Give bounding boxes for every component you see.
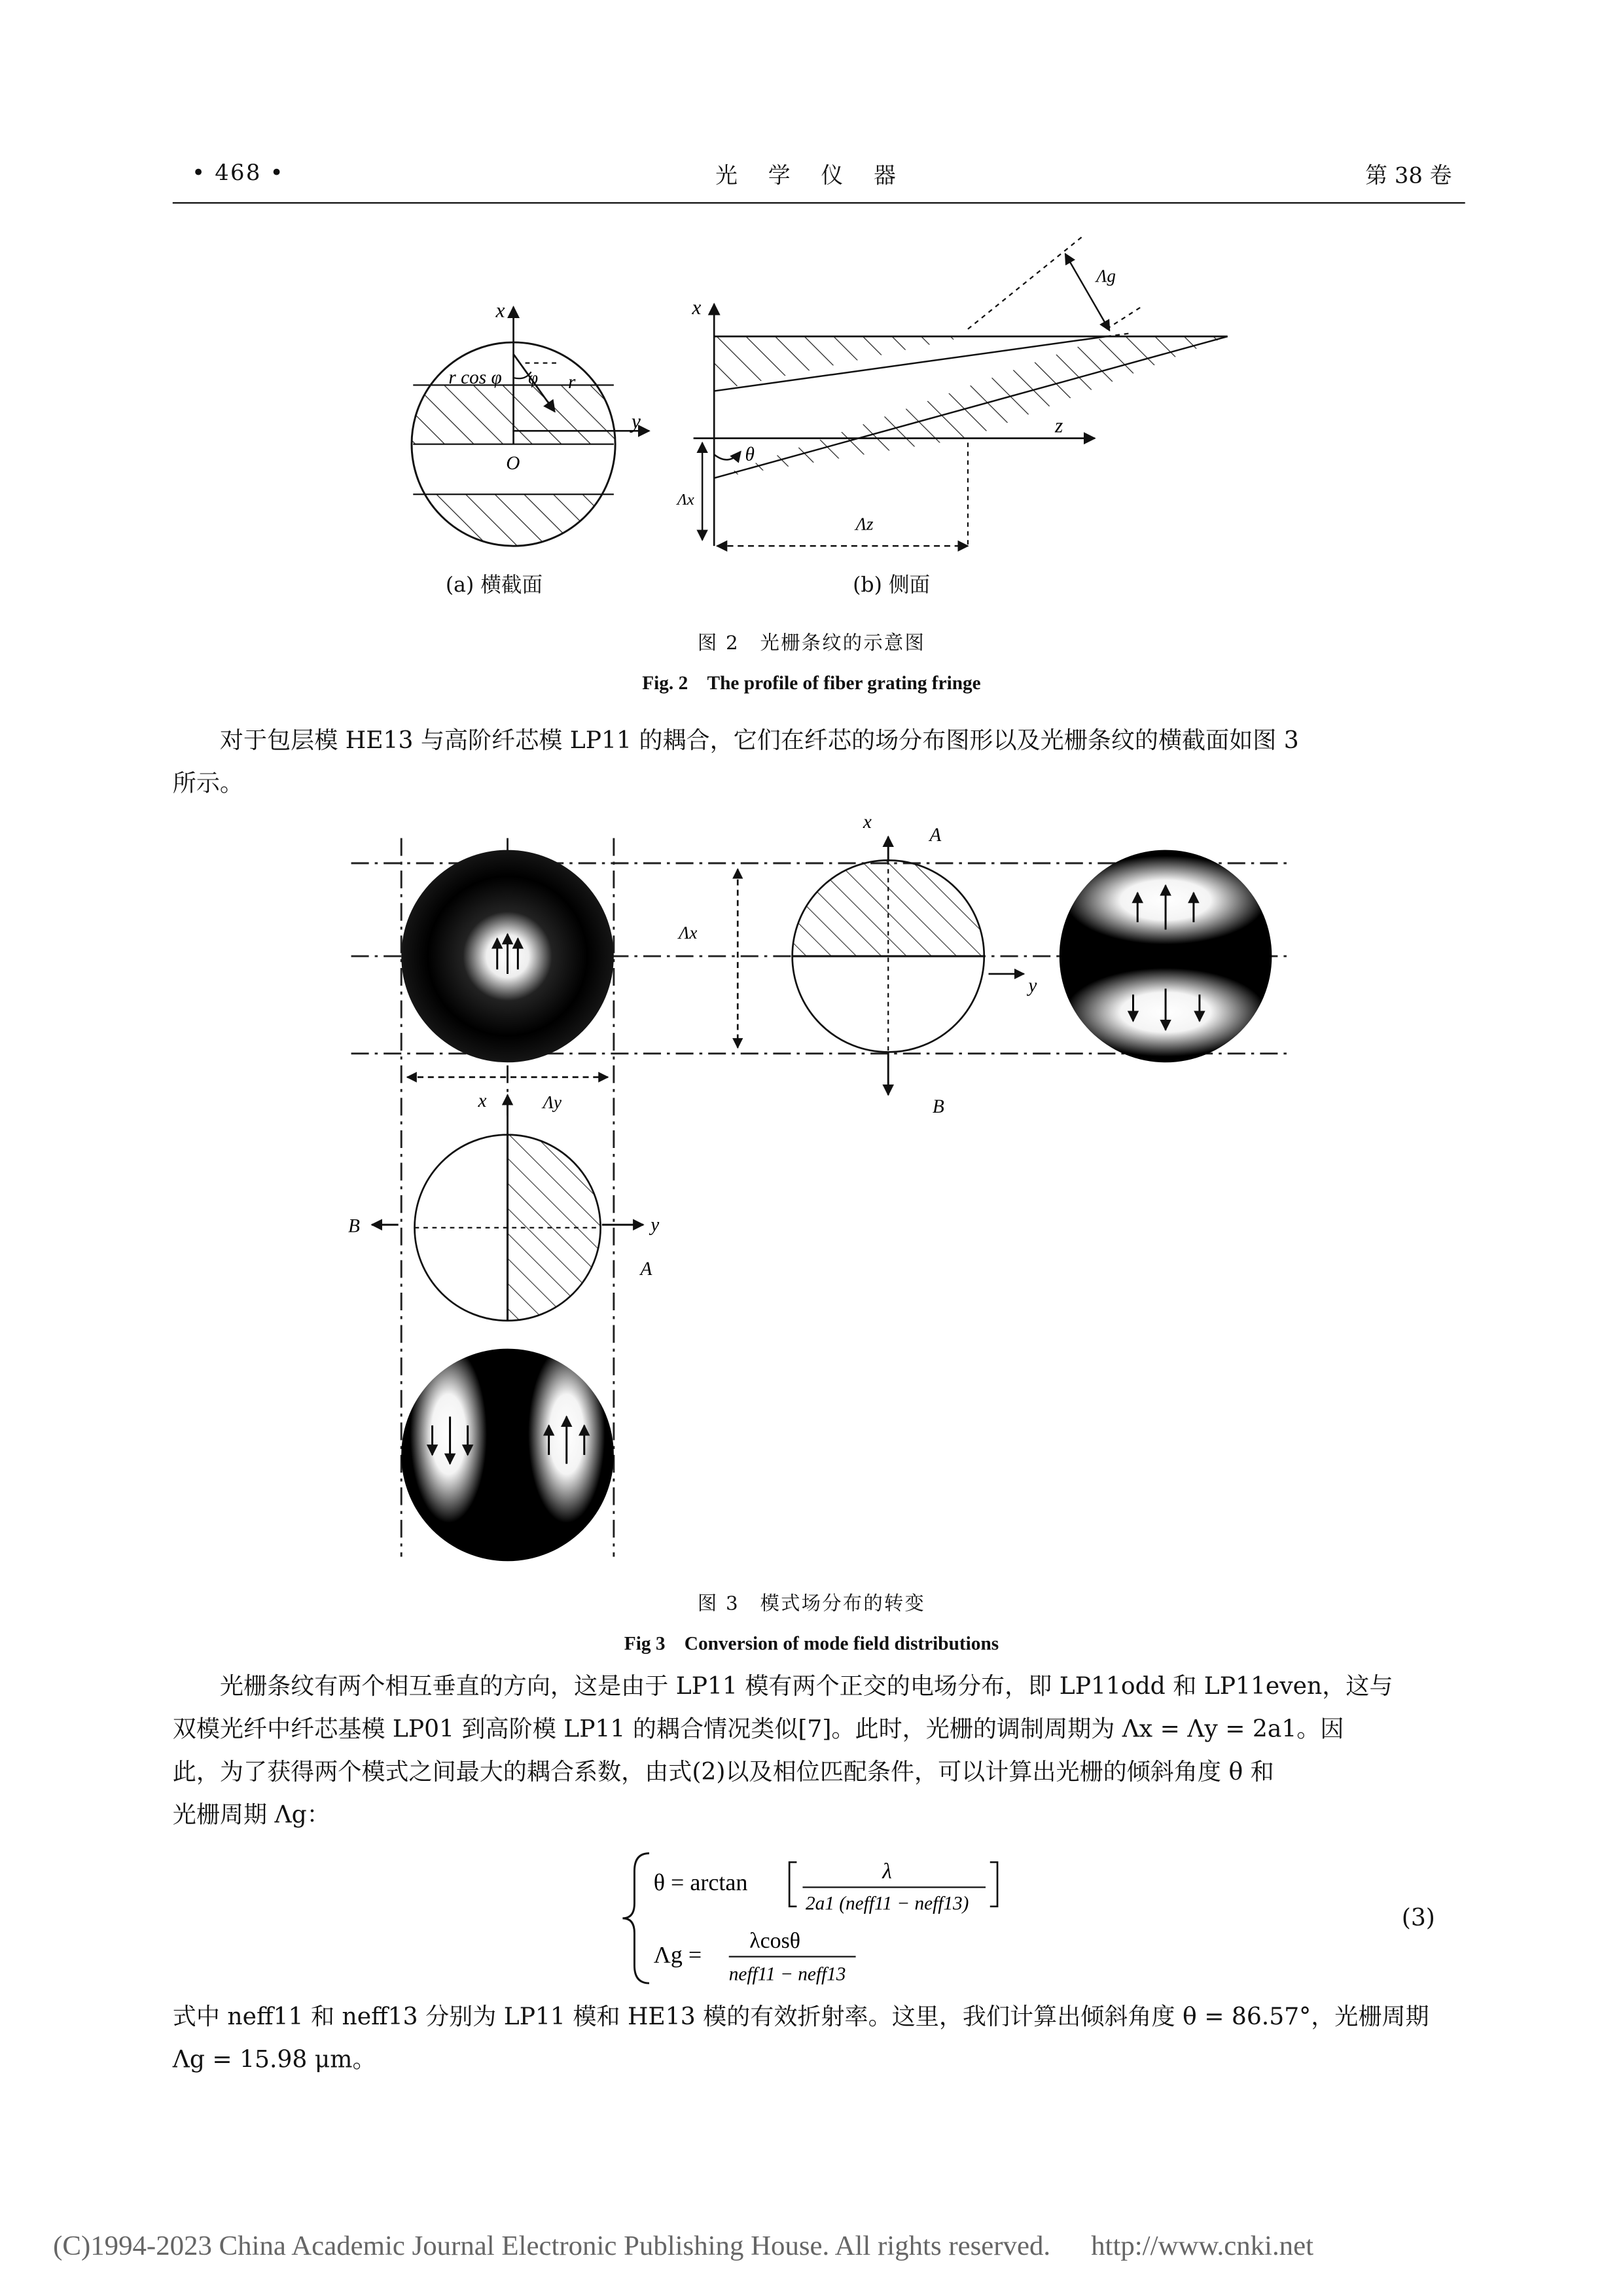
fig2a-phi-label: φ	[528, 368, 539, 388]
fig2a-origin-label: O	[506, 452, 520, 474]
fig2b-fringe-dash-long	[1107, 306, 1143, 329]
page-number: • 468 •	[192, 159, 285, 187]
fig3-lambda-x-label: Λx	[679, 922, 698, 942]
fig3-mode-field-vertical	[1060, 850, 1272, 1063]
fig2a-hatch-band-upper	[399, 385, 635, 444]
header-rule	[173, 202, 1465, 204]
fig3-caption-en: Fig 3 Conversion of mode field distributions	[624, 1632, 999, 1655]
paragraph-1-line: 所示。	[172, 768, 244, 797]
fig2b-x-label: x	[692, 296, 702, 319]
copyright-footer	[53, 2231, 1313, 2264]
fig2b-lambda-g-arrow	[1065, 254, 1110, 331]
journal-title: 光 学 仪 器	[715, 162, 908, 189]
fig2a-rcos-label: r cos φ	[448, 367, 502, 389]
paragraph-1	[173, 719, 1465, 804]
paragraph-2-line: 此，为了获得两个模式之间最大的耦合系数，由式(2)以及相位匹配条件，可以计算出光栅的倾斜角度 θ 和	[172, 1757, 1274, 1785]
fig2b-theta-label: θ	[745, 444, 755, 465]
paragraph-2-line: 光栅条纹有两个相互垂直的方向，这是由于 LP11 模有两个正交的电场分布，即 LP11odd 和 LP11even，这与	[219, 1672, 1393, 1700]
fig3-x-label: x	[863, 811, 872, 833]
fig3-y-label: y	[651, 1214, 660, 1236]
fig3-lambda-y-label: Λy	[543, 1092, 562, 1113]
fig2b-lambda-z-label: Λz	[855, 514, 874, 534]
fig2-caption-cn: 图 2 光栅条纹的示意图	[697, 633, 926, 655]
fig2a-y-label: y	[631, 409, 641, 433]
cnki-url[interactable]: http://www.cnki.net	[1091, 2231, 1313, 2263]
fig3-cross-section-top	[789, 812, 1037, 1117]
fig3-mode-field-horizontal	[401, 1346, 614, 1561]
fig2b-lambda-x-label: Λx	[677, 491, 694, 509]
fig2-caption-en: Fig. 2 The profile of fiber grating fringe	[642, 671, 981, 694]
fig2b-caption: (b) 侧面	[853, 574, 931, 598]
equation-lg-num: λcosθ	[749, 1928, 800, 1953]
fig3-caption-cn: 图 3 模式场分布的转变	[697, 1593, 926, 1616]
volume-label: 第 38 卷	[1365, 162, 1452, 189]
fig2a-x-label: x	[495, 298, 505, 322]
fig2a-caption: (a) 横截面	[445, 574, 543, 598]
figure-3	[0, 812, 1623, 1564]
equation-number: (3)	[1401, 1903, 1435, 1932]
equation-theta-lhs: θ = arctan	[653, 1869, 748, 1896]
paragraph-1-line: 对于包层模 HE13 与高阶纤芯模 LP11 的耦合，它们在纤芯的场分布图形以及光栅条纹的横截面如图 3	[219, 726, 1299, 755]
fig2b-side-view	[676, 236, 1228, 546]
paragraph-3-line: 式中 neff11 和 neff13 分别为 LP11 模和 HE13 模的有效折射率。这里，我们计算出倾斜角度 θ = 86.57°，光栅周期	[172, 2002, 1429, 2031]
copyright-text: (C)1994-2023 China Academic Journal Electronic Publishing House. All rights reserved.	[53, 2231, 1051, 2263]
fig2a-cross-section	[399, 299, 649, 554]
equation-3	[0, 1848, 1623, 1995]
equation-theta-num: λ	[882, 1859, 892, 1884]
paragraph-2-line: 双模光纤中纤芯基模 LP01 到高阶模 LP11 的耦合情况类似[7]。此时，光栅的调制周期为 Λx = Λy = 2a1。因	[172, 1714, 1344, 1743]
fig3-B-label: B	[932, 1096, 944, 1117]
paragraph-3-line: Λg = 15.98 μm。	[172, 2045, 376, 2073]
equation-theta-den: 2a1 (neff11 − neff13)	[805, 1893, 969, 1914]
paragraph-2-line: 光栅周期 Λg：	[172, 1800, 330, 1829]
fig3-B-label: B	[348, 1215, 360, 1237]
fig2a-r-label: r	[567, 371, 576, 393]
equation-lg-lhs: Λg =	[653, 1941, 702, 1968]
fig2b-lambda-g-label: Λg	[1096, 266, 1116, 286]
fig3-mode-field-ring	[401, 850, 614, 1063]
fig3-x-label: x	[478, 1090, 487, 1111]
equation-brace	[622, 1854, 649, 1983]
fig3-y-label: y	[1028, 975, 1037, 997]
paragraph-2	[173, 1664, 1465, 1836]
fig2b-z-label: z	[1054, 414, 1063, 437]
fig3-A-label: A	[929, 825, 942, 846]
fig3-A-label: A	[640, 1258, 652, 1280]
figure-2	[0, 221, 1623, 605]
fig3-lobe	[410, 1346, 487, 1523]
fig2b-hatch-fringe-upper	[714, 336, 968, 391]
equation-lg-den: neff11 − neff13	[728, 1964, 846, 1985]
paragraph-3	[173, 1995, 1465, 2081]
fig2b-theta-arc	[714, 452, 741, 460]
equation-bracket-right	[990, 1862, 997, 1907]
equation-bracket-left	[789, 1862, 796, 1907]
fig2b-fringe-dash-long	[968, 236, 1083, 329]
fig2a-hatch-band-lower	[399, 494, 635, 553]
